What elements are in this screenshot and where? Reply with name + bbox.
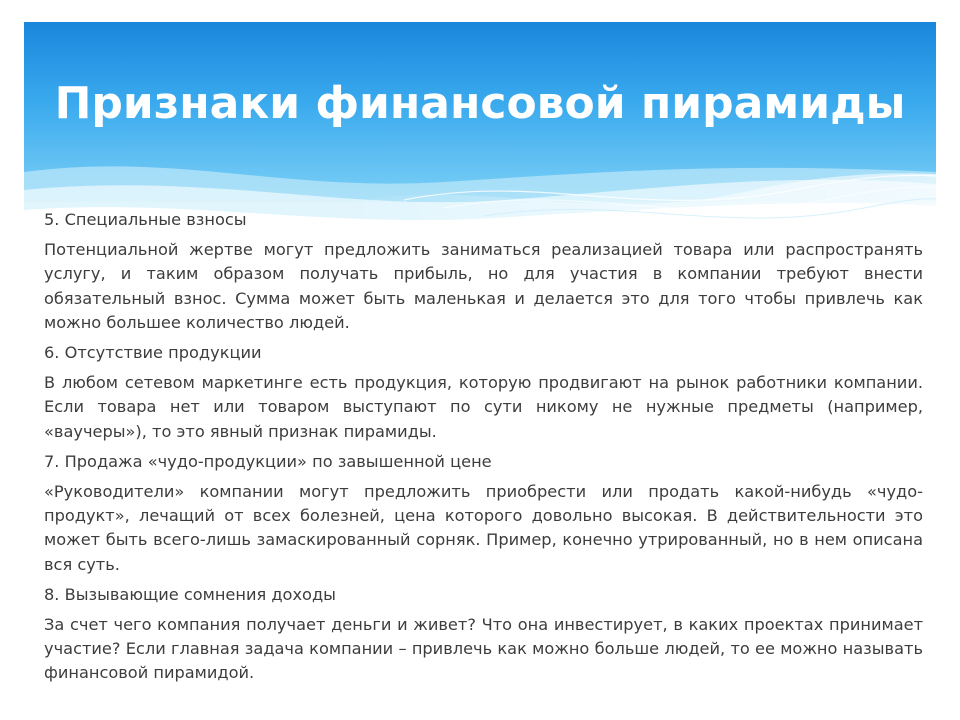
section-heading-7: 7. Продажа «чудо-продукции» по завышенной цене [44, 451, 492, 471]
section-text-6: В любом сетевом маркетинге есть продукция, которую продвигают на рынок работники компании. Если товара нет или товаром выступают по сути никому не нужные предметы (например, «ваучеры»), то это явный признак пирамиды. [44, 373, 923, 441]
section-text-5: Потенциальной жертве могут предложить заниматься реализацией товара или распространять услугу, и таким образом получать прибыль, но для участия в компании требуют внести обязательный взнос. Сумма может быть маленькая и делается это для того чтобы привлечь как можно большее количество людей. [44, 240, 923, 332]
section-text-8: За счет чего компания получает деньги и живет? Что она инвестирует, в каких проектах принимает участие? Если главная задача компании – привлечь как можно больше людей, то ее можно называть финансовой пирамидой. [44, 615, 923, 683]
section-heading-5: 5. Специальные взносы [44, 210, 247, 229]
section-text-7: «Руководители» компании могут предложить приобрести или продать какой-нибудь «чудо-продукт», лечащий от всех болезней, цена которого довольно высокая. В действительности это может быть всего-лишь замаскированный сорняк. Пример, конечно утрированный, но в нем описана вся суть. [44, 482, 923, 574]
section-heading-6: 6. Отсутствие продукции [44, 343, 262, 363]
slide-body [44, 208, 923, 692]
slide-title: Признаки финансовой пирамиды [54, 78, 906, 129]
section-heading-8: 8. Вызывающие сомнения доходы [44, 584, 336, 604]
